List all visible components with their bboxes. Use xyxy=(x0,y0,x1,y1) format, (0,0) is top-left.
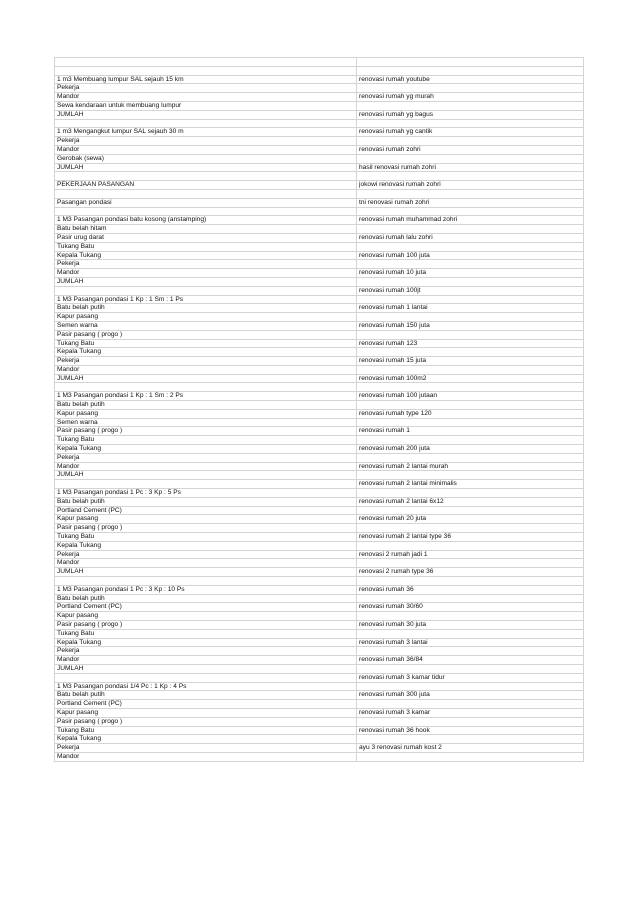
item-cell: 1 M3 Pasangan pondasi 1 Pc : 3 Kp : 5 Ps xyxy=(57,489,181,497)
table-row xyxy=(54,172,584,181)
table-row xyxy=(54,322,584,331)
table-row xyxy=(54,93,584,102)
item-cell: Kapur pasang xyxy=(57,708,99,716)
table-row xyxy=(54,84,584,93)
item-cell: Kepala Tukang xyxy=(57,348,101,356)
table-row xyxy=(54,427,584,436)
note-cell: renovasi rumah 2 lantai type 36 xyxy=(359,533,452,541)
table-row xyxy=(54,225,584,234)
item-cell: Pekerja xyxy=(57,84,80,92)
table-row xyxy=(54,559,584,568)
table-row xyxy=(54,489,584,498)
table-row xyxy=(54,683,584,692)
table-row xyxy=(54,164,584,173)
table-row xyxy=(54,533,584,542)
item-cell: Pekerja xyxy=(57,647,80,655)
item-cell: Semen warna xyxy=(57,321,98,329)
table-row xyxy=(54,471,584,480)
table-row xyxy=(54,700,584,709)
item-cell: Kepala Tukang xyxy=(57,541,101,549)
item-cell: Pekerja xyxy=(57,137,80,145)
table-row xyxy=(54,331,584,340)
note-cell: renovasi rumah 100 juta xyxy=(359,251,430,259)
note-cell: renovasi rumah zohri xyxy=(359,145,421,153)
item-cell: Tukang Batu xyxy=(57,242,95,250)
note-cell: renovasi rumah 100 jutaan xyxy=(359,392,438,400)
note-cell: renovasi rumah lalu zohri xyxy=(359,233,433,241)
table-row xyxy=(54,603,584,612)
table-row xyxy=(54,586,584,595)
item-cell: JUMLAH xyxy=(57,163,84,171)
note-cell: renovasi rumah 3 kamar tidur xyxy=(359,673,445,681)
spreadsheet-table xyxy=(54,57,584,762)
note-cell: renovasi rumah 100jt xyxy=(359,286,421,294)
table-row xyxy=(54,252,584,261)
note-cell: jokowi renovasi rumah zohri xyxy=(359,181,441,189)
table-row xyxy=(54,128,584,137)
item-cell: Kapur pasang xyxy=(57,515,99,523)
table-row xyxy=(54,639,584,648)
item-cell: Kapur pasang xyxy=(57,409,99,417)
table-row xyxy=(54,656,584,665)
table-row xyxy=(54,313,584,322)
item-cell: Pasir pasang ( progo ) xyxy=(57,427,123,435)
note-cell: renovasi rumah 10 juta xyxy=(359,269,427,277)
note-cell: renovasi rumah yg murah xyxy=(359,93,434,101)
table-row xyxy=(54,392,584,401)
note-cell: renovasi rumah 3 lantai xyxy=(359,638,428,646)
item-cell: Batu belah hitam xyxy=(57,225,107,233)
table-row xyxy=(54,480,584,489)
note-cell: renovasi rumah 1 xyxy=(359,427,410,435)
item-cell: Batu belah putih xyxy=(57,691,105,699)
note-cell: renovasi rumah 20 juta xyxy=(359,515,427,523)
note-cell: renovasi rumah 150 juta xyxy=(359,321,430,329)
table-row xyxy=(54,735,584,744)
table-row xyxy=(54,383,584,392)
item-cell: Pekerja xyxy=(57,357,80,365)
item-cell: Batu belah putih xyxy=(57,304,105,312)
table-row xyxy=(54,595,584,604)
item-cell: Semen warna xyxy=(57,418,98,426)
note-cell: renovasi rumah 36 hook xyxy=(359,726,430,734)
item-cell: Kapur pasang xyxy=(57,313,99,321)
table-row xyxy=(54,269,584,278)
item-cell: 1 m3 Mengangkut lumpur SAL sejauh 30 m xyxy=(57,128,184,136)
item-cell: Gerobak (sewa) xyxy=(57,154,104,162)
table-row xyxy=(54,568,584,577)
item-cell: PEKERJAAN PASANGAN xyxy=(57,181,135,189)
item-cell: Pasir pasang ( progo ) xyxy=(57,621,123,628)
item-cell: Tukang Batu xyxy=(57,339,95,347)
item-cell: 1 M3 Pasangan pondasi batu kosong (anstamping) xyxy=(57,216,207,224)
item-cell: Portland Cement (PC) xyxy=(57,506,122,514)
table-row xyxy=(54,718,584,727)
item-cell: Batu belah putih xyxy=(57,594,105,602)
item-cell: Kepala Tukang xyxy=(57,445,101,453)
item-cell: 1 M3 Pasangan pondasi 1 Kp : 1 Sm : 1 Ps xyxy=(57,295,184,303)
note-cell: renovasi rumah 2 lantai 6x12 xyxy=(359,497,444,505)
table-row xyxy=(54,445,584,454)
table-row xyxy=(54,260,584,269)
table-row xyxy=(54,102,584,111)
item-cell: Kepala Tukang xyxy=(57,638,101,646)
item-cell: Pekerja xyxy=(57,744,80,752)
item-cell: Kapur pasang xyxy=(57,612,99,620)
item-cell: Portland Cement (PC) xyxy=(57,700,122,708)
table-row xyxy=(54,137,584,146)
note-cell: renovasi rumah 1 lantai xyxy=(359,304,428,312)
table-row xyxy=(54,146,584,155)
table-row xyxy=(54,463,584,472)
item-cell: Mandor xyxy=(57,752,80,760)
table-row xyxy=(54,727,584,736)
note-cell: renovasi rumah 30/60 xyxy=(359,603,423,611)
item-cell: 1 M3 Pasangan pondasi 1 Kp : 1 Sm : 2 Ps xyxy=(57,392,184,400)
table-row xyxy=(54,454,584,463)
item-cell: Pekerja xyxy=(57,260,80,268)
note-cell: renovasi rumah 3 kamar xyxy=(359,708,431,716)
item-cell: JUMLAH xyxy=(57,110,84,118)
table-row xyxy=(54,304,584,313)
note-cell: renovasi rumah type 120 xyxy=(359,409,432,417)
table-row xyxy=(54,243,584,252)
table-row xyxy=(54,67,584,76)
item-cell: JUMLAH xyxy=(57,568,84,576)
table-row xyxy=(54,419,584,428)
table-row xyxy=(54,507,584,516)
table-row xyxy=(54,515,584,524)
table-row xyxy=(54,375,584,384)
note-cell: ayu 3 renovasi rumah kost 2 xyxy=(359,744,442,752)
item-cell: 1 m3 Membuang lumpur SAL sejauh 15 km xyxy=(57,75,184,83)
item-cell: Tukang Batu xyxy=(57,629,95,637)
table-row xyxy=(54,76,584,85)
table-row xyxy=(54,190,584,199)
item-cell: Kepala Tukang xyxy=(57,735,101,743)
note-cell: renovasi rumah youtube xyxy=(359,75,430,83)
item-cell: Mandor xyxy=(57,656,80,664)
table-row xyxy=(54,436,584,445)
table-row xyxy=(54,296,584,305)
item-cell: Pasangan pondasi xyxy=(57,198,112,206)
note-cell: renovasi rumah 2 lantai minimalis xyxy=(359,480,457,488)
item-cell: Pasir pasang ( progo ) xyxy=(57,524,123,532)
table-row xyxy=(54,410,584,419)
table-row xyxy=(54,551,584,560)
item-cell: JUMLAH xyxy=(57,374,84,382)
item-cell: Mandor xyxy=(57,559,80,567)
item-cell: Tukang Batu xyxy=(57,533,95,541)
table-row xyxy=(54,612,584,621)
table-row xyxy=(54,524,584,533)
table-row xyxy=(54,208,584,217)
table-row xyxy=(54,120,584,129)
table-row xyxy=(54,674,584,683)
table-row xyxy=(54,498,584,507)
item-cell: JUMLAH xyxy=(57,664,84,672)
note-cell: renovasi rumah muhammad zohri xyxy=(359,216,458,224)
table-row xyxy=(54,58,584,67)
table-row xyxy=(54,691,584,700)
table-row xyxy=(54,287,584,296)
table-row xyxy=(54,278,584,287)
note-cell: renovasi 2 rumah jadi 1 xyxy=(359,550,428,558)
table-row xyxy=(54,111,584,120)
item-cell: 1 M3 Pasangan pondasi 1/4 Pc : 1 Kp : 4 Ps xyxy=(57,682,187,690)
note-cell: renovasi rumah 36 xyxy=(359,585,414,593)
item-cell: Portland Cement (PC) xyxy=(57,603,122,611)
table-row xyxy=(54,181,584,190)
item-cell: Mandor xyxy=(57,365,80,373)
table-row xyxy=(54,630,584,639)
table-row xyxy=(54,577,584,586)
item-cell: Tukang Batu xyxy=(57,726,95,734)
note-cell: renovasi rumah 200 juta xyxy=(359,445,430,453)
item-cell: Pekerja xyxy=(57,453,80,461)
item-cell: Pekerja xyxy=(57,550,80,558)
table-row xyxy=(54,665,584,674)
table-row xyxy=(54,155,584,164)
table-row xyxy=(54,234,584,243)
note-cell: renovasi 2 rumah type 36 xyxy=(359,568,434,576)
item-cell: Pasir pasang ( progo ) xyxy=(57,717,123,725)
note-cell: renovasi rumah 36/84 xyxy=(359,656,423,664)
item-cell: Batu belah putih xyxy=(57,497,105,505)
note-cell: renovasi rumah 30 juta xyxy=(359,621,427,628)
table-row xyxy=(54,357,584,366)
table-row xyxy=(54,744,584,753)
table-row xyxy=(54,366,584,375)
note-cell: renovasi rumah 123 xyxy=(359,339,418,347)
note-cell: renovasi rumah yg bagus xyxy=(359,110,434,118)
table-row xyxy=(54,647,584,656)
note-cell: renovasi rumah 300 juta xyxy=(359,691,430,699)
item-cell: Mandor xyxy=(57,93,80,101)
item-cell: Sewa kendaraan untuk membuang lumpur xyxy=(57,101,182,109)
note-cell: renovasi rumah 2 lantai murah xyxy=(359,462,449,470)
table-row xyxy=(54,401,584,410)
note-cell: hasil renovasi rumah zohri xyxy=(359,163,436,171)
table-row xyxy=(54,348,584,357)
table-row xyxy=(54,621,584,630)
item-cell: Pasir urug darat xyxy=(57,233,104,241)
item-cell: Batu belah putih xyxy=(57,401,105,409)
item-cell: Mandor xyxy=(57,269,80,277)
item-cell: JUMLAH xyxy=(57,277,84,285)
note-cell: renovasi rumah 15 juta xyxy=(359,357,427,365)
item-cell: 1 M3 Pasangan pondasi 1 Pc : 3 Kp : 10 Ps xyxy=(57,585,185,593)
table-row xyxy=(54,199,584,208)
table-row xyxy=(54,709,584,718)
table-row xyxy=(54,542,584,551)
item-cell: Mandor xyxy=(57,462,80,470)
item-cell: Tukang Batu xyxy=(57,436,95,444)
item-cell: Pasir pasang ( progo ) xyxy=(57,330,123,338)
item-cell: JUMLAH xyxy=(57,471,84,479)
note-cell: renovasi rumah yg cantik xyxy=(359,128,433,136)
table-row xyxy=(54,216,584,225)
item-cell: Kepala Tukang xyxy=(57,251,101,259)
table-row xyxy=(54,340,584,349)
item-cell: Mandor xyxy=(57,145,80,153)
note-cell: tni renovasi rumah zohri xyxy=(359,198,430,206)
note-cell: renovasi rumah 100m2 xyxy=(359,374,427,382)
table-row xyxy=(54,753,584,762)
